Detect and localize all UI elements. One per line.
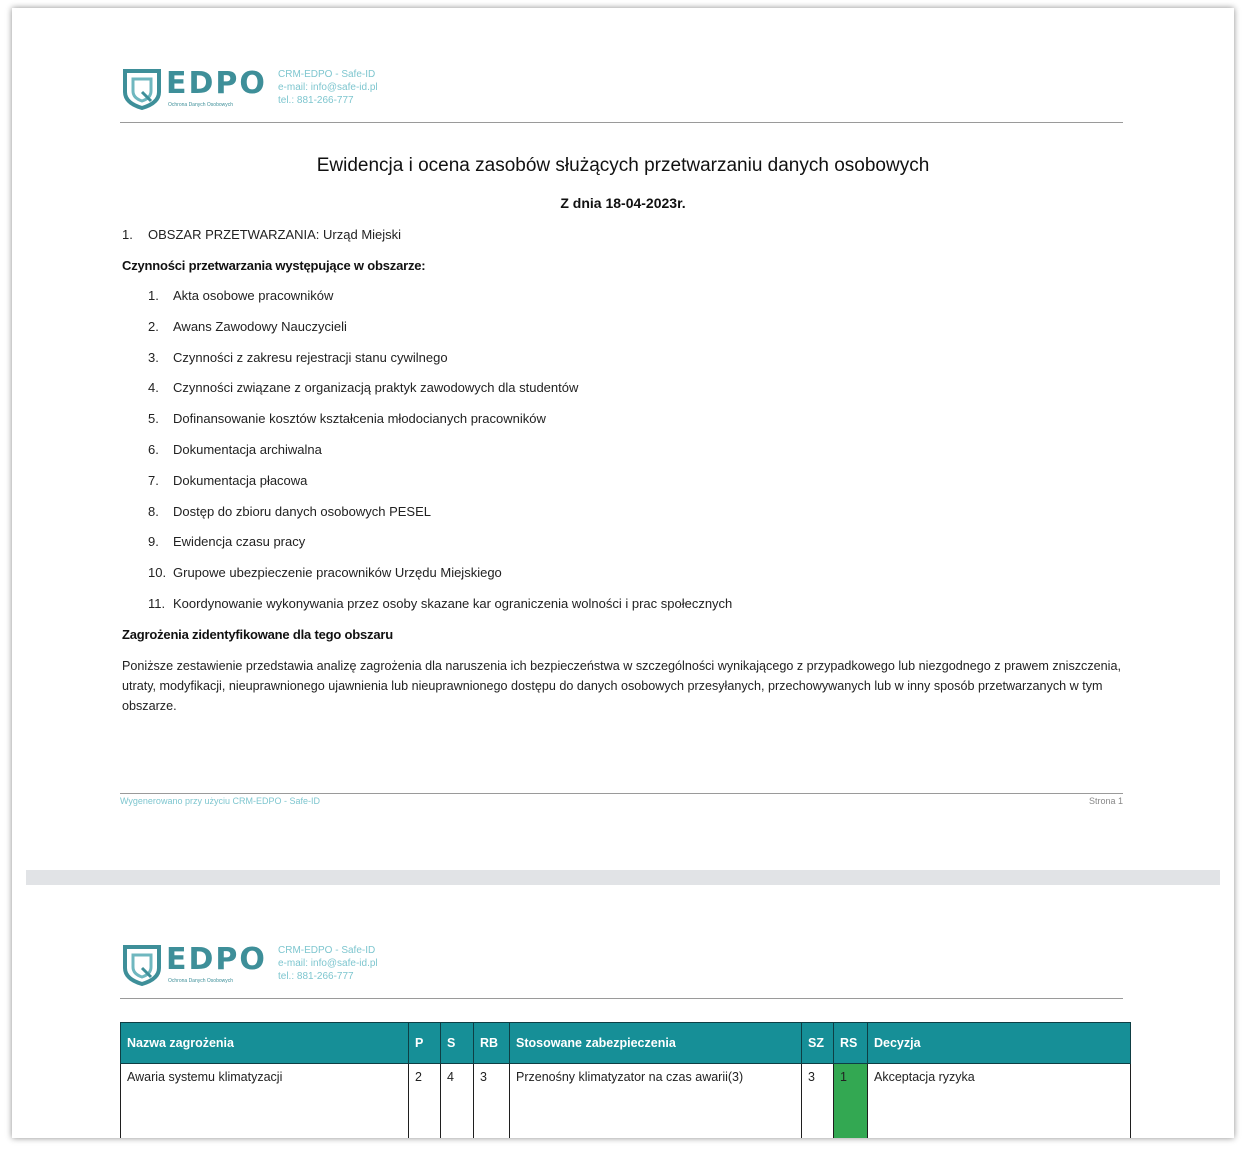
shield-logo-icon [122, 944, 162, 986]
cell-p: 2 [409, 1064, 441, 1139]
page-1 [12, 8, 1234, 870]
contact-line-email: e-mail: info@safe-id.pl [278, 82, 378, 93]
threats-table [120, 1022, 1131, 1138]
page-header [120, 936, 1123, 999]
contact-line-phone: tel.: 881-266-777 [278, 971, 354, 982]
column-header-rb: RB [474, 1023, 510, 1064]
list-item: 5. Dofinansowanie kosztów kształcenia młodocianych pracowników [148, 411, 546, 427]
table-row [121, 1064, 1131, 1139]
page-separator [26, 870, 1220, 885]
contact-info [278, 944, 378, 983]
list-item: 9. Ewidencja czasu pracy [148, 534, 306, 550]
logo-text: EDPO [166, 942, 267, 977]
column-header-p: P [409, 1023, 441, 1064]
logo-subtitle: Ochrona Danych Osobowych [168, 978, 234, 984]
logo-text: EDPO [166, 66, 267, 101]
list-item: 2. Awans Zawodowy Nauczycieli [148, 318, 347, 334]
list-item: 1. Akta osobowe pracowników [148, 288, 334, 303]
processing-area [122, 227, 401, 242]
column-header-rs: RS [834, 1023, 868, 1064]
contact-line-company: CRM-EDPO - Safe-ID [278, 69, 376, 80]
page-number: Strona 1 [1088, 796, 1123, 806]
column-header-threat-name: Nazwa zagrożenia [121, 1023, 409, 1064]
cell-threat-name: Awaria systemu klimatyzacji [121, 1064, 409, 1139]
column-header-decision: Decyzja [868, 1023, 1131, 1064]
area-text: OBSZAR PRZETWARZANIA: Urząd Miejski [148, 227, 402, 242]
column-header-safeguards: Stosowane zabezpieczenia [510, 1023, 802, 1064]
cell-s: 4 [441, 1064, 474, 1139]
document-viewer [12, 8, 1234, 1138]
list-item: 10. Grupowe ubezpieczenie pracowników Urzędu Miejskiego [148, 565, 502, 581]
cell-sz: 3 [802, 1064, 834, 1139]
shield-logo-icon [122, 68, 162, 110]
page-2 [12, 885, 1234, 1138]
list-item: 6. Dokumentacja archiwalna [148, 441, 322, 457]
contact-info [278, 68, 378, 107]
footer-generated-note: Wygenerowano przy użyciu CRM-EDPO - Safe-ID [120, 796, 320, 806]
contact-line-company: CRM-EDPO - Safe-ID [278, 945, 376, 956]
list-item: 4. Czynności związane z organizacją praktyk zawodowych dla studentów [148, 380, 579, 396]
list-item: 11. Koordynowanie wykonywania przez osoby skazane kar ograniczenia wolności i prac społecznych [148, 595, 733, 611]
activities-heading: Czynności przetwarzania występujące w obszarze: [122, 258, 426, 273]
edpo-logo [122, 942, 267, 990]
table-header-row [121, 1023, 1131, 1064]
area-number: 1. [122, 227, 133, 242]
document-title: Ewidencja i ocena zasobów służących przetwarzaniu danych osobowych [316, 155, 930, 176]
column-header-sz: SZ [802, 1023, 834, 1064]
cell-decision: Akceptacja ryzyka [868, 1064, 1131, 1139]
list-item: 8. Dostęp do zbioru danych osobowych PESEL [148, 503, 431, 519]
list-item: 7. Dokumentacja płacowa [148, 472, 308, 488]
threats-paragraph: Poniższe zestawienie przedstawia analizę zagrożenia dla naruszenia ich bezpieczeństwa w szczególności wynikającego z przypadkowego lub niezgodnego z prawem zniszczenia, utraty, modyfikacji, nieuprawnionego ujawnienia lub nieuprawnionego dostępu do danych osobowych przesyłanych, przechowywanych lub w inny sposób przetwarzanych w tym obszarze. [122, 659, 1121, 713]
cell-safeguards: Przenośny klimatyzator na czas awarii(3) [510, 1064, 802, 1139]
contact-line-email: e-mail: info@safe-id.pl [278, 958, 378, 969]
list-item: 3. Czynności z zakresu rejestracji stanu cywilnego [148, 349, 448, 365]
edpo-logo [122, 66, 267, 114]
logo-subtitle: Ochrona Danych Osobowych [168, 102, 234, 108]
column-header-s: S [441, 1023, 474, 1064]
page-header [120, 60, 1123, 123]
threats-heading: Zagrożenia zidentyfikowane dla tego obszaru [122, 627, 393, 642]
page-footer [120, 793, 1123, 810]
cell-rs: 1 [834, 1064, 868, 1139]
activities-list [148, 288, 732, 627]
cell-rb: 3 [474, 1064, 510, 1139]
document-date: Z dnia 18-04-2023r. [560, 195, 686, 211]
contact-line-phone: tel.: 881-266-777 [278, 95, 354, 106]
